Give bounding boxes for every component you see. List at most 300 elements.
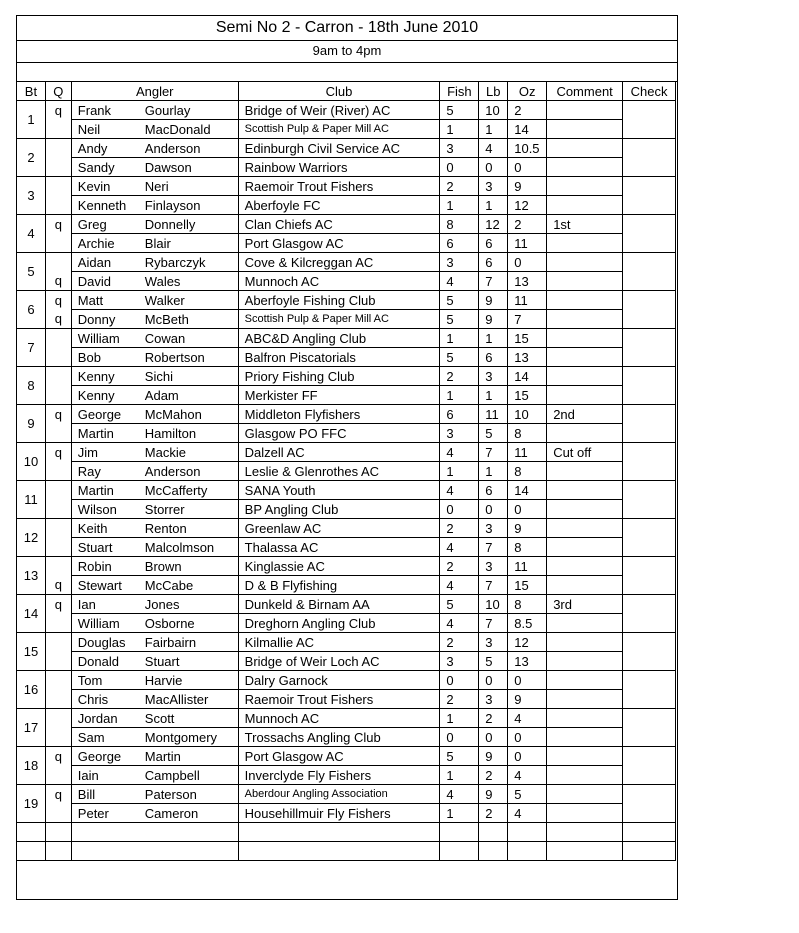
check-cell: [623, 595, 676, 614]
angler-first-name: Chris: [77, 691, 109, 707]
club-cell: Househillmuir Fly Fishers: [238, 804, 440, 823]
oz-cell: 11: [508, 291, 547, 310]
comment-cell: [547, 709, 623, 728]
table-row: [17, 405, 676, 424]
angler-first-name: Martin: [77, 425, 114, 441]
lb-cell: 1: [479, 120, 508, 139]
check-cell: [623, 538, 676, 557]
boat-number: 10: [17, 443, 46, 481]
boat-number: 14: [17, 595, 46, 633]
angler-last-name: McCabe: [144, 577, 194, 593]
comment-cell: [547, 348, 623, 367]
qualifier-cell: [45, 196, 71, 215]
angler-cell: [71, 158, 238, 177]
angler-cell: [71, 196, 238, 215]
angler-last-name: Anderson: [144, 140, 201, 156]
qualifier-cell: [45, 139, 71, 158]
angler-first-name: George: [77, 406, 122, 422]
lb-cell: 9: [479, 785, 508, 804]
angler-cell: [71, 690, 238, 709]
club-cell: Middleton Flyfishers: [238, 405, 440, 424]
qualifier-cell: [45, 177, 71, 196]
table-row: [17, 177, 676, 196]
table-row: [17, 576, 676, 595]
club-cell: Priory Fishing Club: [238, 367, 440, 386]
oz-cell: 0: [508, 158, 547, 177]
comment-cell: [547, 804, 623, 823]
table-row: [17, 690, 676, 709]
angler-last-name: Storrer: [144, 501, 185, 517]
empty-cell: [479, 842, 508, 861]
fish-cell: 5: [440, 747, 479, 766]
lb-cell: 1: [479, 196, 508, 215]
comment-cell: [547, 196, 623, 215]
fish-cell: 1: [440, 120, 479, 139]
angler-last-name: Finlayson: [144, 197, 201, 213]
angler-cell: [71, 462, 238, 481]
club-cell: Munnoch AC: [238, 709, 440, 728]
check-cell: [623, 158, 676, 177]
club-cell: Port Glasgow AC: [238, 234, 440, 253]
club-cell: Aberfoyle FC: [238, 196, 440, 215]
boat-number: 1: [17, 101, 46, 139]
angler-last-name: Wales: [144, 273, 181, 289]
table-row: [17, 291, 676, 310]
angler-last-name: Osborne: [144, 615, 195, 631]
table-row: [17, 234, 676, 253]
boat-number: 8: [17, 367, 46, 405]
angler-last-name: Brown: [144, 558, 182, 574]
comment-cell: 1st: [547, 215, 623, 234]
angler-first-name: Sam: [77, 729, 105, 745]
club-cell: Kilmallie AC: [238, 633, 440, 652]
lb-cell: 7: [479, 272, 508, 291]
angler-last-name: Donnelly: [144, 216, 196, 232]
angler-cell: [71, 386, 238, 405]
oz-cell: 2: [508, 101, 547, 120]
check-cell: [623, 690, 676, 709]
boat-number: 4: [17, 215, 46, 253]
check-cell: [623, 424, 676, 443]
empty-cell: [508, 842, 547, 861]
table-row: [17, 424, 676, 443]
club-cell: Cove & Kilcreggan AC: [238, 253, 440, 272]
check-cell: [623, 215, 676, 234]
oz-cell: 15: [508, 329, 547, 348]
oz-cell: 4: [508, 766, 547, 785]
angler-cell: [71, 120, 238, 139]
qualifier-cell: q: [45, 785, 71, 804]
qualifier-cell: [45, 329, 71, 348]
table-row: [17, 785, 676, 804]
angler-first-name: William: [77, 330, 120, 346]
lb-cell: 9: [479, 291, 508, 310]
check-cell: [623, 253, 676, 272]
oz-cell: 2: [508, 215, 547, 234]
comment-cell: [547, 386, 623, 405]
qualifier-cell: [45, 519, 71, 538]
check-cell: [623, 139, 676, 158]
angler-first-name: Kenny: [77, 368, 115, 384]
blank-row: [17, 62, 677, 82]
lb-cell: 4: [479, 139, 508, 158]
comment-cell: [547, 576, 623, 595]
check-cell: [623, 728, 676, 747]
fish-cell: 1: [440, 462, 479, 481]
check-cell: [623, 386, 676, 405]
comment-cell: [547, 766, 623, 785]
comment-cell: [547, 747, 623, 766]
club-cell: SANA Youth: [238, 481, 440, 500]
table-row: [17, 652, 676, 671]
lb-cell: 7: [479, 443, 508, 462]
club-cell: Bridge of Weir Loch AC: [238, 652, 440, 671]
angler-last-name: McMahon: [144, 406, 202, 422]
comment-cell: [547, 177, 623, 196]
boat-number: 16: [17, 671, 46, 709]
check-cell: [623, 329, 676, 348]
angler-first-name: Neil: [77, 121, 101, 137]
club-cell: Dalry Garnock: [238, 671, 440, 690]
table-row: [17, 386, 676, 405]
comment-cell: [547, 500, 623, 519]
angler-cell: [71, 253, 238, 272]
oz-cell: 14: [508, 367, 547, 386]
empty-cell: [71, 823, 238, 842]
angler-last-name: Jones: [144, 596, 180, 612]
fish-cell: 2: [440, 177, 479, 196]
oz-cell: 15: [508, 386, 547, 405]
boat-number: 13: [17, 557, 46, 595]
angler-last-name: Blair: [144, 235, 171, 251]
angler-cell: [71, 101, 238, 120]
oz-cell: 4: [508, 804, 547, 823]
oz-cell: 12: [508, 633, 547, 652]
check-cell: [623, 557, 676, 576]
qualifier-cell: [45, 348, 71, 367]
lb-cell: 10: [479, 595, 508, 614]
boat-number: 7: [17, 329, 46, 367]
angler-cell: [71, 234, 238, 253]
fish-cell: 5: [440, 291, 479, 310]
qualifier-cell: [45, 120, 71, 139]
col-header-lb: Lb: [479, 82, 508, 101]
angler-first-name: George: [77, 748, 122, 764]
results-table: [16, 81, 676, 861]
lb-cell: 7: [479, 614, 508, 633]
comment-cell: [547, 291, 623, 310]
angler-cell: [71, 785, 238, 804]
qualifier-cell: q: [45, 595, 71, 614]
fish-cell: 2: [440, 690, 479, 709]
oz-cell: 9: [508, 690, 547, 709]
comment-cell: [547, 234, 623, 253]
empty-cell: [547, 842, 623, 861]
fish-cell: 4: [440, 443, 479, 462]
boat-number: 17: [17, 709, 46, 747]
qualifier-cell: q: [45, 405, 71, 424]
empty-cell: [508, 823, 547, 842]
table-row: [17, 101, 676, 120]
fish-cell: 0: [440, 500, 479, 519]
angler-cell: [71, 139, 238, 158]
angler-first-name: Matt: [77, 292, 104, 308]
check-cell: [623, 500, 676, 519]
angler-cell: [71, 424, 238, 443]
comment-cell: [547, 785, 623, 804]
empty-cell: [71, 842, 238, 861]
angler-cell: [71, 310, 238, 329]
angler-cell: [71, 766, 238, 785]
check-cell: [623, 576, 676, 595]
oz-cell: 0: [508, 500, 547, 519]
angler-first-name: Archie: [77, 235, 115, 251]
oz-cell: 8: [508, 538, 547, 557]
angler-first-name: Keith: [77, 520, 108, 536]
fish-cell: 4: [440, 272, 479, 291]
boat-number: 9: [17, 405, 46, 443]
qualifier-cell: [45, 538, 71, 557]
angler-cell: [71, 405, 238, 424]
fish-cell: 6: [440, 234, 479, 253]
angler-cell: [71, 348, 238, 367]
check-cell: [623, 766, 676, 785]
empty-cell: [547, 823, 623, 842]
qualifier-cell: [45, 709, 71, 728]
fish-cell: 1: [440, 196, 479, 215]
qualifier-cell: q: [45, 747, 71, 766]
boat-number: 5: [17, 253, 46, 291]
qualifier-cell: [45, 462, 71, 481]
check-cell: [623, 348, 676, 367]
qualifier-cell: [45, 481, 71, 500]
check-cell: [623, 747, 676, 766]
qualifier-cell: [45, 804, 71, 823]
fish-cell: 2: [440, 367, 479, 386]
club-cell: Inverclyde Fly Fishers: [238, 766, 440, 785]
table-row: [17, 538, 676, 557]
oz-cell: 14: [508, 481, 547, 500]
qualifier-cell: q: [45, 272, 71, 291]
club-cell: Edinburgh Civil Service AC: [238, 139, 440, 158]
table-row: [17, 747, 676, 766]
table-row: [17, 728, 676, 747]
lb-cell: 3: [479, 367, 508, 386]
comment-cell: [547, 690, 623, 709]
fish-cell: 1: [440, 709, 479, 728]
lb-cell: 9: [479, 310, 508, 329]
comment-cell: [547, 557, 623, 576]
angler-last-name: Neri: [144, 178, 169, 194]
angler-cell: [71, 500, 238, 519]
angler-cell: [71, 215, 238, 234]
angler-first-name: Wilson: [77, 501, 117, 517]
club-cell: Aberdour Angling Association: [238, 785, 440, 804]
angler-last-name: McCafferty: [144, 482, 208, 498]
comment-cell: [547, 633, 623, 652]
empty-cell: [479, 823, 508, 842]
angler-cell: [71, 329, 238, 348]
table-row: [17, 766, 676, 785]
angler-last-name: Renton: [144, 520, 187, 536]
comment-cell: [547, 120, 623, 139]
table-row: [17, 557, 676, 576]
angler-last-name: Hamilton: [144, 425, 197, 441]
lb-cell: 1: [479, 386, 508, 405]
angler-cell: [71, 595, 238, 614]
table-row: [17, 310, 676, 329]
table-row: [17, 614, 676, 633]
table-row: [17, 633, 676, 652]
check-cell: [623, 462, 676, 481]
table-row: [17, 462, 676, 481]
qualifier-cell: [45, 424, 71, 443]
angler-last-name: Paterson: [144, 786, 197, 802]
oz-cell: 9: [508, 519, 547, 538]
club-cell: BP Angling Club: [238, 500, 440, 519]
check-cell: [623, 177, 676, 196]
angler-cell: [71, 652, 238, 671]
qualifier-cell: [45, 766, 71, 785]
check-cell: [623, 196, 676, 215]
fish-cell: 3: [440, 424, 479, 443]
fish-cell: 8: [440, 215, 479, 234]
fish-cell: 5: [440, 348, 479, 367]
lb-cell: 0: [479, 671, 508, 690]
oz-cell: 9: [508, 177, 547, 196]
angler-first-name: Ray: [77, 463, 101, 479]
comment-cell: [547, 139, 623, 158]
comment-cell: [547, 424, 623, 443]
angler-last-name: Cameron: [144, 805, 199, 821]
angler-cell: [71, 367, 238, 386]
table-row: [17, 500, 676, 519]
angler-first-name: Andy: [77, 140, 108, 156]
angler-first-name: Kenny: [77, 387, 115, 403]
angler-last-name: Campbell: [144, 767, 200, 783]
lb-cell: 7: [479, 576, 508, 595]
empty-cell: [440, 823, 479, 842]
page-subtitle: 9am to 4pm: [17, 40, 677, 63]
oz-cell: 10: [508, 405, 547, 424]
club-cell: Merkister FF: [238, 386, 440, 405]
qualifier-cell: [45, 234, 71, 253]
comment-cell: [547, 310, 623, 329]
table-row: [17, 120, 676, 139]
boat-number: 19: [17, 785, 46, 823]
fish-cell: 5: [440, 310, 479, 329]
angler-cell: [71, 728, 238, 747]
comment-cell: Cut off: [547, 443, 623, 462]
club-cell: Rainbow Warriors: [238, 158, 440, 177]
angler-cell: [71, 519, 238, 538]
comment-cell: 2nd: [547, 405, 623, 424]
angler-last-name: Martin: [144, 748, 181, 764]
angler-last-name: Fairbairn: [144, 634, 197, 650]
lb-cell: 3: [479, 633, 508, 652]
check-cell: [623, 785, 676, 804]
oz-cell: 14: [508, 120, 547, 139]
angler-first-name: Greg: [77, 216, 107, 232]
angler-last-name: Mackie: [144, 444, 186, 460]
angler-last-name: Sichi: [144, 368, 173, 384]
angler-first-name: Kenneth: [77, 197, 127, 213]
fish-cell: 4: [440, 785, 479, 804]
club-cell: Dalzell AC: [238, 443, 440, 462]
club-cell: ABC&D Angling Club: [238, 329, 440, 348]
oz-cell: 11: [508, 443, 547, 462]
club-cell: Clan Chiefs AC: [238, 215, 440, 234]
angler-first-name: David: [77, 273, 112, 289]
angler-last-name: Malcolmson: [144, 539, 215, 555]
comment-cell: [547, 614, 623, 633]
boat-number: 3: [17, 177, 46, 215]
check-cell: [623, 310, 676, 329]
check-cell: [623, 671, 676, 690]
angler-first-name: Ian: [77, 596, 96, 612]
comment-cell: [547, 652, 623, 671]
club-cell: Scottish Pulp & Paper Mill AC: [238, 120, 440, 139]
oz-cell: 10.5: [508, 139, 547, 158]
fish-cell: 4: [440, 481, 479, 500]
table-row: [17, 215, 676, 234]
col-header-check: Check: [623, 82, 676, 101]
oz-cell: 11: [508, 557, 547, 576]
table-row: [17, 329, 676, 348]
col-header-oz: Oz: [508, 82, 547, 101]
empty-cell: [238, 823, 440, 842]
fish-cell: 0: [440, 158, 479, 177]
lb-cell: 6: [479, 234, 508, 253]
table-row: [17, 348, 676, 367]
angler-first-name: Tom: [77, 672, 103, 688]
comment-cell: [547, 728, 623, 747]
fish-cell: 4: [440, 614, 479, 633]
lb-cell: 0: [479, 500, 508, 519]
angler-last-name: MacAllister: [144, 691, 209, 707]
check-cell: [623, 614, 676, 633]
qualifier-cell: [45, 367, 71, 386]
check-cell: [623, 481, 676, 500]
lb-cell: 9: [479, 747, 508, 766]
angler-first-name: Jordan: [77, 710, 118, 726]
angler-first-name: Bob: [77, 349, 101, 365]
check-cell: [623, 291, 676, 310]
check-cell: [623, 234, 676, 253]
boat-number: 11: [17, 481, 46, 519]
qualifier-cell: [45, 652, 71, 671]
club-cell: Leslie & Glenrothes AC: [238, 462, 440, 481]
lb-cell: 11: [479, 405, 508, 424]
qualifier-cell: [45, 633, 71, 652]
lb-cell: 2: [479, 709, 508, 728]
comment-cell: [547, 462, 623, 481]
comment-cell: [547, 272, 623, 291]
table-row: [17, 671, 676, 690]
col-header-bt: Bt: [17, 82, 46, 101]
lb-cell: 2: [479, 804, 508, 823]
table-row: [17, 272, 676, 291]
angler-last-name: Robertson: [144, 349, 205, 365]
angler-first-name: Donny: [77, 311, 116, 327]
fish-cell: 3: [440, 253, 479, 272]
fish-cell: 1: [440, 766, 479, 785]
empty-row: [17, 842, 676, 861]
angler-last-name: Cowan: [144, 330, 186, 346]
club-cell: Dunkeld & Birnam AA: [238, 595, 440, 614]
comment-cell: [547, 253, 623, 272]
empty-cell: [440, 842, 479, 861]
